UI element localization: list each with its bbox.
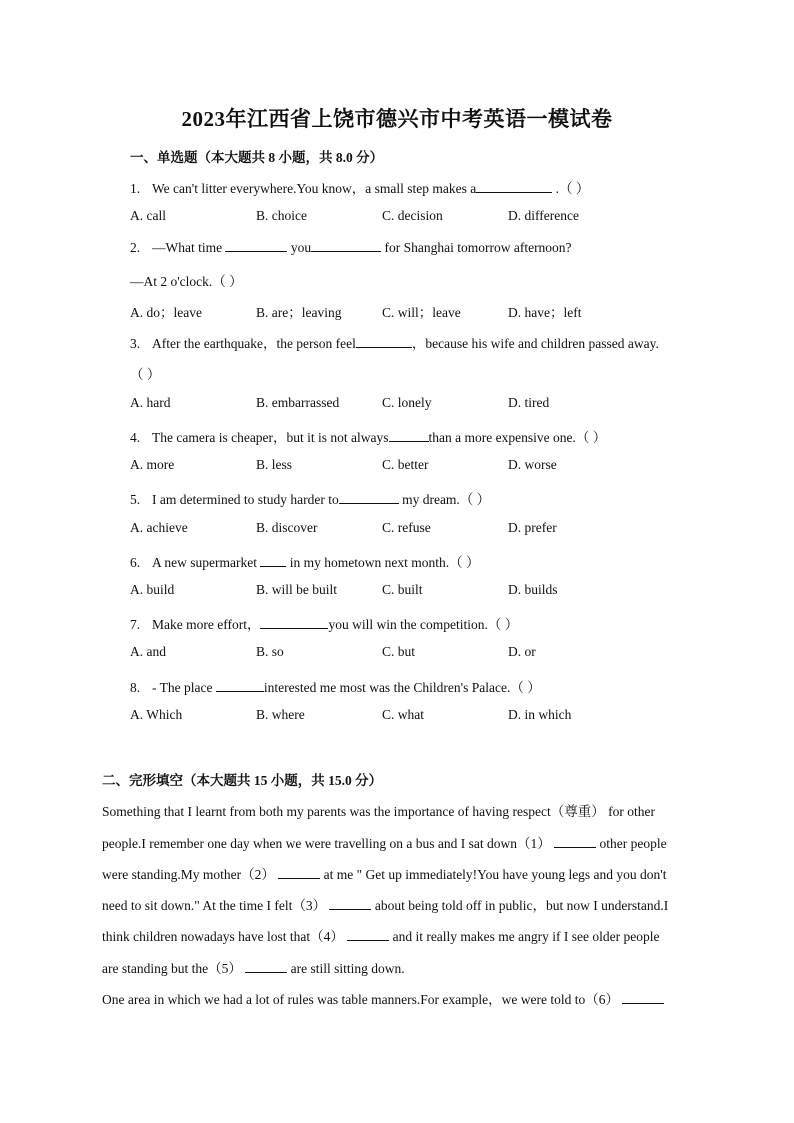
question-6 xyxy=(130,551,479,571)
option-c: C. better xyxy=(382,457,429,472)
answer-blank xyxy=(389,429,429,442)
option-c: C. but xyxy=(382,644,416,659)
option-d: D. in which xyxy=(508,707,572,722)
question-3-line2: （ ） xyxy=(130,367,161,382)
question-2 xyxy=(130,239,572,256)
option-c: C. built xyxy=(382,582,423,597)
option-b: B. where xyxy=(256,707,305,722)
question-text: We can't litter everywhere.You know，a small step makes a xyxy=(152,181,477,196)
answer-blank xyxy=(356,335,412,348)
question-text: you xyxy=(287,240,312,255)
question-text: in my hometown next month.（ ） xyxy=(286,555,480,570)
answer-blank xyxy=(216,679,264,692)
option-d: D. tired xyxy=(508,395,550,410)
option-a: A. build xyxy=(130,582,175,597)
option-a: A. call xyxy=(130,208,166,223)
question-text: my dream.（ ） xyxy=(398,492,491,507)
passage-text: are standing but the（5） xyxy=(102,961,242,976)
question-text: ，because his wife and children passed away. xyxy=(411,336,659,351)
cloze-blank-2 xyxy=(278,866,320,879)
option-a: A. hard xyxy=(130,395,171,410)
cloze-blank-3 xyxy=(329,897,371,910)
section2-heading: 二、完形填空（本大题共 15 小题，共 15.0 分） xyxy=(102,773,383,788)
option-b: B. less xyxy=(256,457,293,472)
question-7 xyxy=(130,613,518,633)
passage-line-1 xyxy=(102,800,655,820)
passage-text: at me " Get up immediately!You have young legs and you don't xyxy=(320,867,667,882)
question-number: 1. xyxy=(130,181,141,196)
question-number: 3. xyxy=(130,336,141,351)
question-4 xyxy=(130,426,606,446)
cloze-blank-6 xyxy=(622,991,664,1004)
question-number: 4. xyxy=(130,430,141,445)
question-text: Make more effort， xyxy=(152,617,261,632)
passage-text: people.I remember one day when we were travelling on a bus and I sat down（1） xyxy=(102,836,551,851)
question-text: After the earthquake，the person feel xyxy=(152,336,356,351)
answer-blank xyxy=(260,554,286,567)
option-b: B. discover xyxy=(256,520,318,535)
option-a: A. and xyxy=(130,644,166,659)
answer-blank xyxy=(225,239,287,252)
question-text: The camera is cheaper，but it is not always xyxy=(152,430,389,445)
question-number: 6. xyxy=(130,555,141,570)
question-number: 5. xyxy=(130,492,141,507)
question-2-line2: —At 2 o'clock.（ ） xyxy=(130,274,243,289)
question-text: for Shanghai tomorrow afternoon? xyxy=(381,240,572,255)
option-a: A. more xyxy=(130,457,175,472)
option-b: B. choice xyxy=(256,208,307,223)
passage-text: about being told off in public，but now I understand.I xyxy=(371,898,669,913)
option-d: D. prefer xyxy=(508,520,557,535)
passage-text: Something that I learnt from both my parents was the importance of having respect（尊重） for other xyxy=(102,804,655,819)
option-c: C. will；leave xyxy=(382,305,461,320)
question-1 xyxy=(130,177,589,197)
option-c: C. what xyxy=(382,707,424,722)
option-d: D. or xyxy=(508,644,536,659)
question-text: - The place xyxy=(152,680,216,695)
question-text: A new supermarket xyxy=(152,555,261,570)
passage-line-6 xyxy=(102,957,405,977)
question-text: interested me most was the Children's Palace.（ ） xyxy=(263,680,541,695)
question-text: .（ ） xyxy=(552,181,590,196)
answer-blank xyxy=(260,616,328,629)
question-number: 2. xyxy=(130,240,141,255)
passage-text: One area in which we had a lot of rules was table manners.For example，we were told to（6） xyxy=(102,992,619,1007)
question-5 xyxy=(130,488,490,508)
option-b: B. will be built xyxy=(256,582,337,597)
cloze-blank-4 xyxy=(347,928,389,941)
answer-blank xyxy=(476,180,552,193)
question-number: 8. xyxy=(130,680,141,695)
question-text: you will win the competition.（ ） xyxy=(328,617,519,632)
answer-blank xyxy=(339,491,399,504)
passage-text: other people xyxy=(596,836,667,851)
cloze-blank-1 xyxy=(554,835,596,848)
passage-text: and it really makes me angry if I see older people xyxy=(389,929,660,944)
passage-text: need to sit down." At the time I felt（3） xyxy=(102,898,327,913)
question-text: —What time xyxy=(152,240,226,255)
question-number: 7. xyxy=(130,617,141,632)
option-d: D. difference xyxy=(508,208,579,223)
option-b: B. so xyxy=(256,644,284,659)
option-a: A. do；leave xyxy=(130,305,202,320)
option-a: A. Which xyxy=(130,707,183,722)
option-a: A. achieve xyxy=(130,520,188,535)
passage-line-4 xyxy=(102,894,668,914)
passage-line-2 xyxy=(102,832,667,852)
option-c: C. lonely xyxy=(382,395,432,410)
section1-heading: 一、单选题（本大题共 8 小题，共 8.0 分） xyxy=(130,150,384,165)
answer-blank xyxy=(311,239,381,252)
cloze-blank-5 xyxy=(245,960,287,973)
passage-line-3 xyxy=(102,863,667,883)
question-text: than a more expensive one.（ ） xyxy=(428,430,607,445)
passage-line-7 xyxy=(102,988,664,1008)
option-b: B. are；leaving xyxy=(256,305,342,320)
question-3 xyxy=(130,332,659,352)
page-title: 2023年江西省上饶市德兴市中考英语一模试卷 xyxy=(181,107,613,131)
option-c: C. decision xyxy=(382,208,443,223)
question-8 xyxy=(130,676,541,696)
question-text: I am determined to study harder to xyxy=(152,492,339,507)
option-d: D. worse xyxy=(508,457,557,472)
option-d: D. builds xyxy=(508,582,558,597)
option-c: C. refuse xyxy=(382,520,431,535)
passage-text: think children nowadays have lost that（4） xyxy=(102,929,344,944)
option-d: D. have；left xyxy=(508,305,582,320)
passage-text: were standing.My mother（2） xyxy=(102,867,275,882)
passage-text: are still sitting down. xyxy=(287,961,405,976)
option-b: B. embarrassed xyxy=(256,395,340,410)
passage-line-5 xyxy=(102,925,659,945)
